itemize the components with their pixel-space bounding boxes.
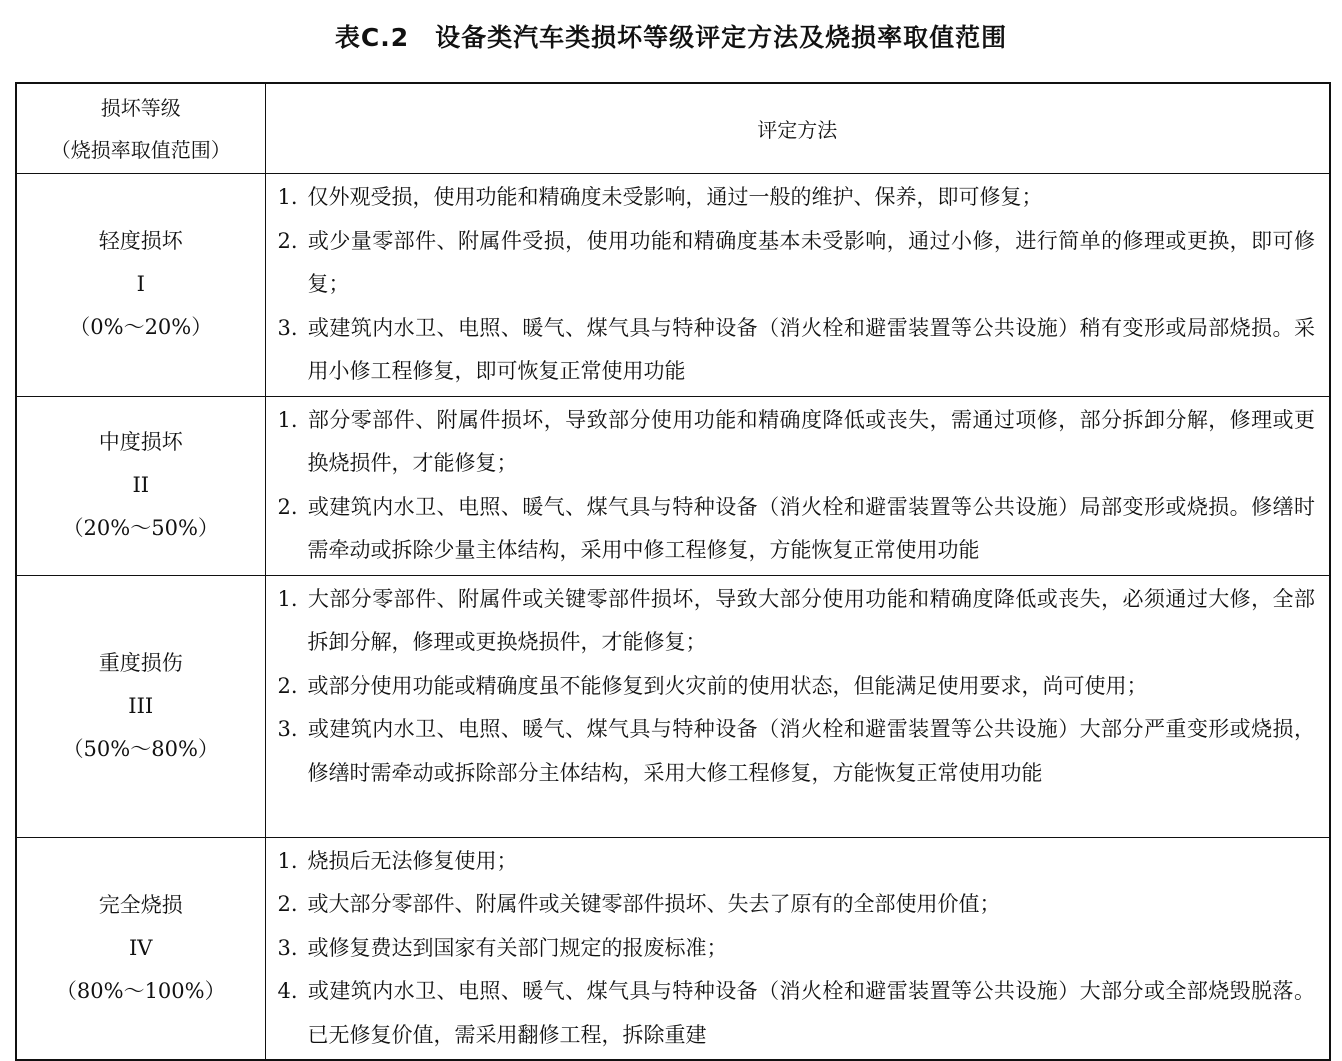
- item-text: 大部分零部件、附属件或关键零部件损坏，导致大部分使用功能和精确度降低或丧失，必须通过大修，全部拆卸分解，修理或更换烧损件，才能修复；: [307, 586, 1315, 654]
- item-number: 1.: [277, 848, 298, 873]
- item-number: 2.: [277, 673, 298, 698]
- header-method-cell: [265, 83, 1330, 174]
- table-row: [16, 396, 1330, 575]
- method-item: [278, 970, 1316, 1057]
- method-item: [278, 665, 1316, 709]
- item-number: 2.: [277, 494, 298, 519]
- item-number: 1.: [277, 586, 298, 611]
- grade-cell: [16, 396, 265, 575]
- grade-roman: III: [128, 693, 154, 718]
- grade-roman: I: [136, 272, 145, 297]
- method-item: [278, 486, 1316, 573]
- table-row: [16, 174, 1330, 397]
- item-text: 烧损后无法修复使用；: [307, 848, 518, 873]
- item-text: 或少量零部件、附属件受损，使用功能和精确度基本未受影响，通过小修，进行简单的修理或更换，即可修复；: [307, 228, 1315, 296]
- table-title: 表C.2 设备类汽车类损坏等级评定方法及烧损率取值范围: [334, 23, 1008, 52]
- item-number: 2.: [277, 228, 298, 253]
- item-number: 4.: [277, 979, 298, 1003]
- table-row: [16, 575, 1330, 837]
- item-number: 1.: [277, 407, 298, 432]
- header-grade-label: 损坏等级: [100, 95, 181, 120]
- grade-range: （20%～50%）: [62, 516, 219, 540]
- item-number: 3.: [277, 717, 298, 741]
- item-text: 或建筑内水卫、电照、暖气、煤气具与特种设备（消火栓和避雷装置等公共设施）大部分严重变形或烧损，修缮时需牵动或拆除部分主体结构，采用大修工程修复，方能恢复正常使用功能: [307, 717, 1315, 785]
- method-item: [278, 840, 1316, 884]
- item-number: 3.: [277, 315, 298, 340]
- item-text: 或修复费达到国家有关部门规定的报废标准；: [307, 935, 728, 960]
- grade-cell: [16, 837, 265, 1060]
- method-cell: [265, 837, 1330, 1060]
- method-cell: [265, 575, 1330, 837]
- method-item: [278, 220, 1316, 307]
- method-item: [278, 883, 1316, 927]
- grade-name: 完全烧损: [98, 892, 183, 917]
- item-text: 部分零部件、附属件损坏，导致部分使用功能和精确度降低或丧失，需通过项修，部分拆卸分解，修理或更换烧损件，才能修复；: [307, 407, 1315, 475]
- item-number: 1.: [277, 185, 298, 209]
- method-item: [278, 708, 1316, 795]
- method-cell: [265, 396, 1330, 575]
- grade-name: 重度损伤: [98, 650, 183, 675]
- grade-roman: IV: [129, 935, 153, 960]
- item-text: 或建筑内水卫、电照、暖气、煤气具与特种设备（消火栓和避雷装置等公共设施）大部分或全部烧毁脱落。已无修复价值，需采用翻修工程，拆除重建: [307, 979, 1315, 1047]
- table-row: [16, 837, 1330, 1060]
- item-number: 2.: [277, 892, 298, 916]
- grade-roman: II: [132, 473, 150, 497]
- method-item: [278, 927, 1316, 971]
- grade-name: 中度损坏: [98, 430, 183, 454]
- item-text: 或建筑内水卫、电照、暖气、煤气具与特种设备（消火栓和避雷装置等公共设施）局部变形或烧损。修缮时需牵动或拆除少量主体结构，采用中修工程修复，方能恢复正常使用功能: [307, 494, 1315, 562]
- method-item: [278, 399, 1316, 486]
- table-header-row: [16, 83, 1330, 174]
- item-text: 或建筑内水卫、电照、暖气、煤气具与特种设备（消火栓和避雷装置等公共设施）稍有变形或局部烧损。采用小修工程修复，即可恢复正常使用功能: [307, 315, 1315, 383]
- damage-grade-table: [15, 82, 1331, 1061]
- item-text: 或部分使用功能或精确度虽不能修复到火灾前的使用状态，但能满足使用要求，尚可使用；: [307, 673, 1148, 698]
- grade-range: （0%～20%）: [69, 315, 213, 340]
- item-text: 仅外观受损，使用功能和精确度未受影响，通过一般的维护、保养，即可修复；: [307, 185, 1043, 209]
- method-item: [278, 176, 1316, 220]
- grade-name: 轻度损坏: [98, 229, 183, 254]
- grade-range: （50%～80%）: [62, 736, 219, 761]
- grade-cell: [16, 174, 265, 397]
- header-range-label: （烧损率取值范围）: [50, 137, 231, 162]
- method-item: [278, 578, 1316, 665]
- grade-cell: [16, 575, 265, 837]
- method-cell: [265, 174, 1330, 397]
- header-method-label: 评定方法: [757, 118, 838, 142]
- item-text: 或大部分零部件、附属件或关键零部件损坏、失去了原有的全部使用价值；: [307, 892, 1001, 916]
- method-item: [278, 307, 1316, 394]
- item-number: 3.: [277, 935, 298, 960]
- grade-range: （80%～100%）: [55, 978, 226, 1003]
- header-grade-cell: [16, 83, 265, 174]
